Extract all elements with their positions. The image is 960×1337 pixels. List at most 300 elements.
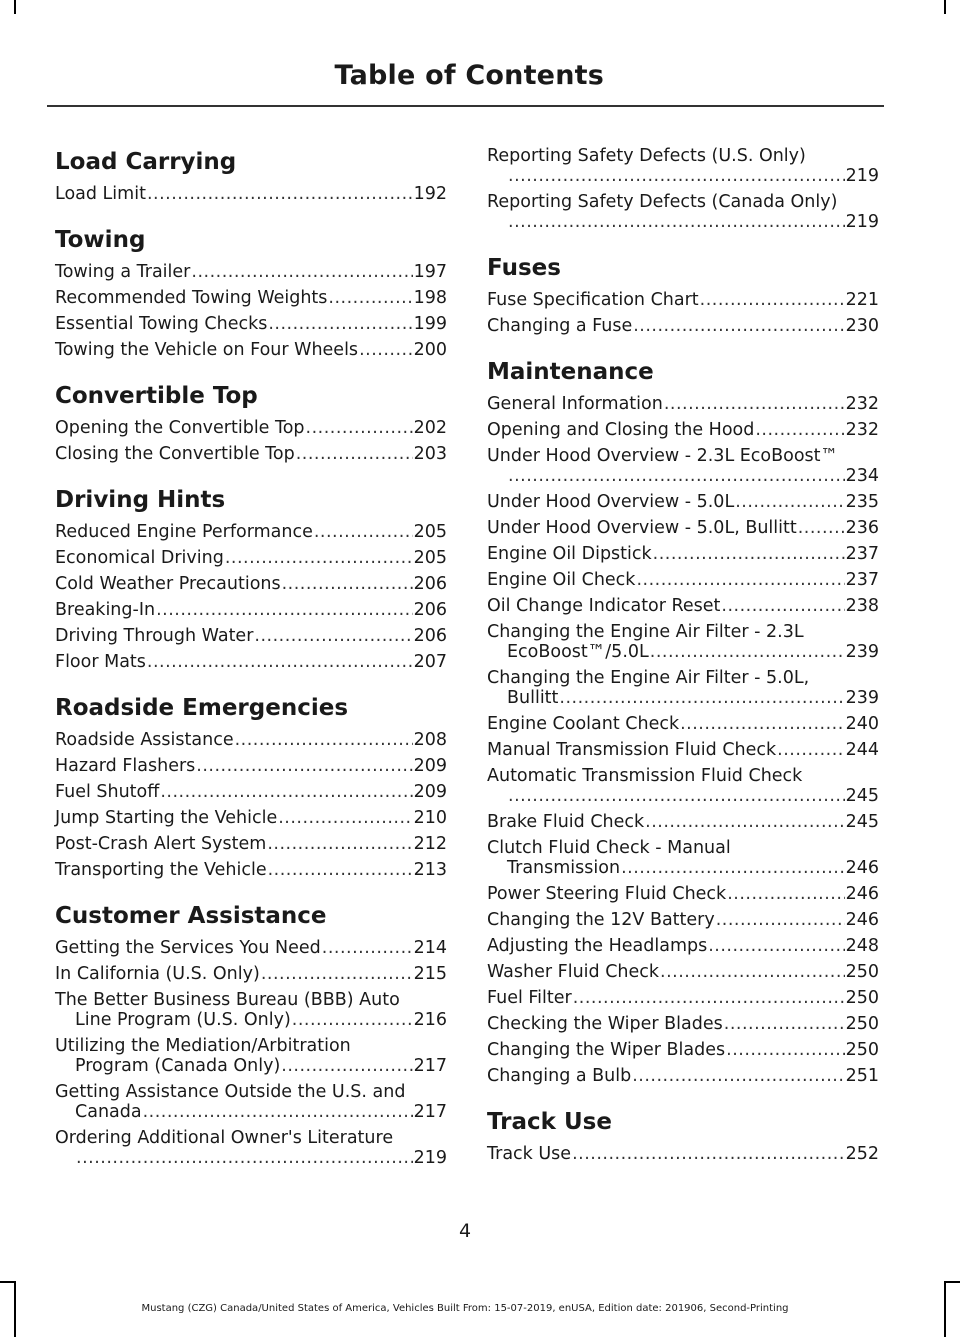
toc-entry[interactable] bbox=[487, 622, 879, 662]
toc-entry-row bbox=[55, 938, 447, 958]
toc-entry[interactable] bbox=[487, 884, 879, 904]
toc-entry-title: Transporting the Vehicle bbox=[55, 860, 267, 880]
toc-entry[interactable] bbox=[487, 570, 879, 590]
toc-page-number: 232 bbox=[845, 420, 879, 440]
toc-entry[interactable] bbox=[55, 288, 447, 308]
toc-entry-row bbox=[487, 812, 879, 832]
crop-mark-top-right bbox=[944, 0, 946, 14]
toc-entry-title: Changing the 12V Battery bbox=[487, 910, 715, 930]
toc-page-number: 205 bbox=[413, 548, 447, 568]
toc-entry[interactable] bbox=[487, 962, 879, 982]
toc-entry-row bbox=[55, 288, 447, 308]
toc-entry-title: Fuel Filter bbox=[487, 988, 572, 1008]
toc-entry-row bbox=[487, 858, 879, 878]
toc-entry-title: Roadside Assistance bbox=[55, 730, 234, 750]
toc-page-number: 250 bbox=[845, 988, 879, 1008]
toc-entry[interactable] bbox=[55, 756, 447, 776]
crop-mark-bottom-right bbox=[944, 1281, 946, 1337]
leader-dots bbox=[306, 418, 413, 438]
leader-dots bbox=[721, 596, 844, 616]
toc-entry-row bbox=[487, 962, 879, 982]
header-rule bbox=[47, 105, 884, 107]
toc-entry[interactable] bbox=[487, 988, 879, 1008]
leader-dots bbox=[632, 1066, 844, 1086]
toc-entry[interactable] bbox=[55, 1082, 447, 1122]
toc-entry-row bbox=[487, 936, 879, 956]
leader-dots bbox=[735, 492, 844, 512]
toc-entry[interactable] bbox=[55, 1036, 447, 1076]
toc-entry-row bbox=[55, 964, 447, 984]
section-title: Fuses bbox=[487, 255, 561, 281]
toc-entry-row bbox=[487, 420, 879, 440]
toc-page-number: 244 bbox=[845, 740, 879, 760]
leader-dots bbox=[508, 166, 845, 186]
toc-section bbox=[55, 380, 447, 464]
toc-entry-title: Engine Oil Check bbox=[487, 570, 636, 590]
toc-entry-title: Breaking-In bbox=[55, 600, 156, 620]
leader-dots bbox=[573, 988, 845, 1008]
toc-entry[interactable] bbox=[55, 314, 447, 334]
toc-entry-title: Changing the Engine Air Filter - 2.3L bbox=[487, 622, 804, 642]
leader-dots bbox=[508, 786, 845, 806]
toc-entry-row bbox=[55, 340, 447, 360]
leader-dots bbox=[76, 1148, 413, 1168]
toc-entry-title: Floor Mats bbox=[55, 652, 146, 672]
toc-section bbox=[55, 900, 447, 1168]
toc-entry-row bbox=[55, 262, 447, 282]
toc-entry[interactable] bbox=[55, 262, 447, 282]
toc-page-number: 237 bbox=[845, 544, 879, 564]
toc-entry-title: Fuse Specification Chart bbox=[487, 290, 699, 310]
toc-entry-continuation: Transmission bbox=[507, 858, 621, 878]
toc-entry-row bbox=[487, 544, 879, 564]
leader-dots bbox=[716, 910, 845, 930]
leader-dots bbox=[191, 262, 412, 282]
leader-dots bbox=[147, 184, 413, 204]
toc-page-number: 219 bbox=[845, 166, 879, 186]
toc-page-number: 245 bbox=[845, 812, 879, 832]
toc-entry-title: Engine Coolant Check bbox=[487, 714, 680, 734]
toc-entry[interactable] bbox=[487, 492, 879, 512]
toc-entry[interactable] bbox=[487, 936, 879, 956]
crop-mark-bottom-right-h bbox=[944, 1281, 960, 1283]
toc-page-number: 192 bbox=[413, 184, 447, 204]
leader-dots bbox=[156, 600, 413, 620]
leader-dots bbox=[261, 964, 413, 984]
toc-column-right bbox=[487, 146, 879, 1184]
toc-entry-title: In California (U.S. Only) bbox=[55, 964, 260, 984]
toc-entry-title: Changing the Wiper Blades bbox=[487, 1040, 726, 1060]
toc-section bbox=[55, 692, 447, 880]
leader-dots bbox=[559, 688, 844, 708]
toc-entry-row bbox=[55, 600, 447, 620]
toc-entry[interactable] bbox=[55, 522, 447, 542]
crop-mark-top-left bbox=[14, 0, 16, 14]
toc-entry-title: Brake Fluid Check bbox=[487, 812, 645, 832]
leader-dots bbox=[645, 812, 844, 832]
toc-entry-title: Ordering Additional Owner's Literature bbox=[55, 1128, 394, 1148]
toc-entry-title: Towing a Trailer bbox=[55, 262, 191, 282]
leader-dots bbox=[196, 756, 412, 776]
leader-dots bbox=[798, 518, 845, 538]
section-title: Track Use bbox=[487, 1109, 612, 1135]
toc-entry-title: Clutch Fluid Check - Manual bbox=[487, 838, 731, 858]
leader-dots bbox=[777, 740, 844, 760]
toc-page-number: 210 bbox=[413, 808, 447, 828]
toc-page-number: 209 bbox=[413, 782, 447, 802]
toc-entry-title: Adjusting the Headlamps bbox=[487, 936, 708, 956]
toc-entry-row bbox=[487, 740, 879, 760]
toc-page-number: 215 bbox=[413, 964, 447, 984]
toc-entry[interactable] bbox=[487, 812, 879, 832]
toc-entry-row bbox=[55, 522, 447, 542]
toc-page-number: 246 bbox=[845, 910, 879, 930]
section-title: Towing bbox=[55, 227, 146, 253]
toc-page-number: 250 bbox=[845, 1014, 879, 1034]
toc-entry-row bbox=[55, 860, 447, 880]
toc-entry[interactable] bbox=[55, 808, 447, 828]
toc-page-number: 206 bbox=[413, 626, 447, 646]
toc-entry-title: The Better Business Bureau (BBB) Auto bbox=[55, 990, 400, 1010]
toc-entry-title: Reporting Safety Defects (U.S. Only) bbox=[487, 146, 806, 166]
toc-entry-row bbox=[487, 570, 879, 590]
toc-section bbox=[55, 146, 447, 204]
section-title: Roadside Emergencies bbox=[55, 695, 349, 721]
toc-entry-title: Under Hood Overview - 2.3L EcoBoost™ bbox=[487, 446, 839, 466]
toc-entry-row bbox=[55, 184, 447, 204]
toc-entry[interactable] bbox=[55, 548, 447, 568]
leader-dots bbox=[508, 466, 845, 486]
toc-entry[interactable] bbox=[55, 964, 447, 984]
toc-entry-title: Under Hood Overview - 5.0L, Bullitt bbox=[487, 518, 797, 538]
leader-dots bbox=[660, 962, 845, 982]
toc-entry-title: Hazard Flashers bbox=[55, 756, 196, 776]
toc-entry-title: Closing the Convertible Top bbox=[55, 444, 295, 464]
toc-page-number: 240 bbox=[845, 714, 879, 734]
toc-entry-title: Post-Crash Alert System bbox=[55, 834, 267, 854]
toc-entry-row bbox=[55, 314, 447, 334]
toc-entry-title: Jump Starting the Vehicle bbox=[55, 808, 278, 828]
page-title: Table of Contents bbox=[334, 60, 604, 91]
toc-page-number: 246 bbox=[845, 858, 879, 878]
toc-page-number: 198 bbox=[413, 288, 447, 308]
leader-dots bbox=[636, 570, 844, 590]
toc-entry-row bbox=[55, 1102, 447, 1122]
toc-entry[interactable] bbox=[55, 1128, 447, 1168]
toc-section bbox=[487, 146, 879, 232]
toc-entry-row bbox=[55, 756, 447, 776]
toc-entry[interactable] bbox=[487, 1040, 879, 1060]
leader-dots bbox=[322, 938, 413, 958]
toc-entry[interactable] bbox=[487, 192, 879, 232]
toc-page-number: 252 bbox=[845, 1144, 879, 1164]
toc-entry-row bbox=[487, 1040, 879, 1060]
toc-entry-row bbox=[487, 1066, 879, 1086]
toc-entry[interactable] bbox=[55, 574, 447, 594]
toc-page-number: 239 bbox=[845, 642, 879, 662]
footer-text: Mustang (CZG) Canada/United States of America, Vehicles Built From: 15-07-2019, enUSA, Edition date: 201906, Second-Printing bbox=[141, 1303, 789, 1314]
toc-entry[interactable] bbox=[55, 990, 447, 1030]
toc-entry-row bbox=[487, 884, 879, 904]
toc-entry[interactable] bbox=[487, 838, 879, 878]
toc-entry-row bbox=[55, 548, 447, 568]
leader-dots bbox=[726, 1040, 844, 1060]
leader-dots bbox=[650, 642, 845, 662]
leader-dots bbox=[268, 860, 413, 880]
toc-entry-row bbox=[487, 166, 879, 186]
leader-dots bbox=[267, 834, 412, 854]
toc-entry-title: Reduced Engine Performance bbox=[55, 522, 313, 542]
page-number: 4 bbox=[458, 1220, 472, 1242]
toc-entry-row bbox=[55, 1056, 447, 1076]
toc-entry[interactable] bbox=[487, 544, 879, 564]
toc-entry-title: Essential Towing Checks bbox=[55, 314, 268, 334]
toc-entry-row bbox=[487, 642, 879, 662]
toc-entry[interactable] bbox=[487, 518, 879, 538]
section-title: Maintenance bbox=[487, 359, 654, 385]
toc-entry-continuation: Program (Canada Only) bbox=[75, 1056, 281, 1076]
toc-entry-continuation: Bullitt bbox=[507, 688, 559, 708]
toc-entry-row bbox=[55, 444, 447, 464]
toc-entry-row bbox=[487, 316, 879, 336]
toc-page-number: 219 bbox=[413, 1148, 447, 1168]
toc-entry-title: Getting Assistance Outside the U.S. and bbox=[55, 1082, 406, 1102]
toc-entry-title: Automatic Transmission Fluid Check bbox=[487, 766, 803, 786]
toc-page-number: 221 bbox=[845, 290, 879, 310]
leader-dots bbox=[359, 340, 413, 360]
leader-dots bbox=[143, 1102, 413, 1122]
toc-page-number: 203 bbox=[413, 444, 447, 464]
toc-column-left bbox=[55, 146, 447, 1188]
toc-entry[interactable] bbox=[487, 394, 879, 414]
leader-dots bbox=[621, 858, 845, 878]
leader-dots bbox=[572, 1144, 845, 1164]
leader-dots bbox=[282, 574, 413, 594]
leader-dots bbox=[633, 316, 844, 336]
leader-dots bbox=[160, 782, 412, 802]
leader-dots bbox=[278, 808, 412, 828]
toc-entry[interactable] bbox=[55, 600, 447, 620]
toc-entry-row bbox=[487, 714, 879, 734]
toc-entry-title: Opening and Closing the Hood bbox=[487, 420, 755, 440]
toc-entry-continuation: Line Program (U.S. Only) bbox=[75, 1010, 291, 1030]
toc-entry-continuation: EcoBoost™/5.0L bbox=[507, 642, 649, 662]
toc-page-number: 237 bbox=[845, 570, 879, 590]
toc-entry-row bbox=[487, 394, 879, 414]
leader-dots bbox=[708, 936, 844, 956]
leader-dots bbox=[235, 730, 413, 750]
toc-entry[interactable] bbox=[55, 184, 447, 204]
toc-entry[interactable] bbox=[487, 1014, 879, 1034]
toc-entry-title: Changing a Bulb bbox=[487, 1066, 632, 1086]
toc-entry-row bbox=[55, 808, 447, 828]
leader-dots bbox=[653, 544, 845, 564]
toc-section bbox=[55, 224, 447, 360]
section-title: Driving Hints bbox=[55, 487, 226, 513]
leader-dots bbox=[328, 288, 412, 308]
toc-page-number: 245 bbox=[845, 786, 879, 806]
toc-entry-title: Reporting Safety Defects (Canada Only) bbox=[487, 192, 838, 212]
toc-entry-row bbox=[55, 652, 447, 672]
leader-dots bbox=[755, 420, 844, 440]
toc-entry[interactable] bbox=[487, 446, 879, 486]
toc-entry[interactable] bbox=[55, 782, 447, 802]
section-title: Load Carrying bbox=[55, 149, 237, 175]
toc-entry-row bbox=[487, 1014, 879, 1034]
toc-entry-title: Changing the Engine Air Filter - 5.0L, bbox=[487, 668, 810, 688]
toc-page-number: 216 bbox=[413, 1010, 447, 1030]
toc-page-number: 246 bbox=[845, 884, 879, 904]
toc-entry-continuation: Canada bbox=[75, 1102, 142, 1122]
leader-dots bbox=[281, 1056, 412, 1076]
toc-entry-title: Towing the Vehicle on Four Wheels bbox=[55, 340, 359, 360]
toc-entry-row bbox=[55, 626, 447, 646]
crop-mark-bottom-left-h bbox=[0, 1281, 14, 1283]
toc-section bbox=[487, 252, 879, 336]
leader-dots bbox=[296, 444, 413, 464]
toc-entry-row bbox=[55, 730, 447, 750]
toc-entry-title: General Information bbox=[487, 394, 663, 414]
toc-entry[interactable] bbox=[55, 860, 447, 880]
section-title: Convertible Top bbox=[55, 383, 258, 409]
leader-dots bbox=[724, 1014, 845, 1034]
toc-entry-row bbox=[55, 574, 447, 594]
toc-page-number: 197 bbox=[413, 262, 447, 282]
section-title: Customer Assistance bbox=[55, 903, 327, 929]
toc-page-number: 209 bbox=[413, 756, 447, 776]
toc-section bbox=[487, 1106, 879, 1164]
toc-entry[interactable] bbox=[487, 1066, 879, 1086]
toc-entry[interactable] bbox=[55, 340, 447, 360]
toc-page-number: 208 bbox=[413, 730, 447, 750]
toc-entry-row bbox=[55, 1010, 447, 1030]
toc-entry-row bbox=[487, 518, 879, 538]
toc-page-number: 230 bbox=[845, 316, 879, 336]
toc-entry[interactable] bbox=[55, 652, 447, 672]
toc-page-number: 235 bbox=[845, 492, 879, 512]
leader-dots bbox=[147, 652, 413, 672]
toc-entry[interactable] bbox=[55, 938, 447, 958]
leader-dots bbox=[700, 290, 845, 310]
toc-page-number: 213 bbox=[413, 860, 447, 880]
toc-entry-row bbox=[487, 290, 879, 310]
toc-entry-row bbox=[487, 466, 879, 486]
toc-entry-row bbox=[487, 988, 879, 1008]
toc-entry-row bbox=[487, 1144, 879, 1164]
toc-entry[interactable] bbox=[487, 1144, 879, 1164]
leader-dots bbox=[225, 548, 413, 568]
toc-entry-title: Changing a Fuse bbox=[487, 316, 633, 336]
toc-page-number: 207 bbox=[413, 652, 447, 672]
toc-entry-title: Load Limit bbox=[55, 184, 146, 204]
toc-page-number: 251 bbox=[845, 1066, 879, 1086]
toc-entry-title: Driving Through Water bbox=[55, 626, 254, 646]
toc-entry-row bbox=[55, 834, 447, 854]
toc-page-number: 234 bbox=[845, 466, 879, 486]
toc-entry[interactable] bbox=[487, 420, 879, 440]
toc-entry[interactable] bbox=[487, 596, 879, 616]
toc-entry-title: Getting the Services You Need bbox=[55, 938, 321, 958]
toc-entry[interactable] bbox=[487, 766, 879, 806]
toc-page-number: 217 bbox=[413, 1056, 447, 1076]
toc-entry-title: Power Steering Fluid Check bbox=[487, 884, 727, 904]
toc-page-number: 200 bbox=[413, 340, 447, 360]
toc-page-number: 250 bbox=[845, 1040, 879, 1060]
toc-entry-title: Cold Weather Precautions bbox=[55, 574, 281, 594]
toc-page-number: 206 bbox=[413, 574, 447, 594]
toc-entry-title: Opening the Convertible Top bbox=[55, 418, 305, 438]
toc-page-number: 214 bbox=[413, 938, 447, 958]
toc-entry[interactable] bbox=[487, 668, 879, 708]
toc-page-number: 250 bbox=[845, 962, 879, 982]
toc-entry-row bbox=[487, 786, 879, 806]
toc-entry-row bbox=[487, 596, 879, 616]
toc-entry-title: Economical Driving bbox=[55, 548, 224, 568]
leader-dots bbox=[268, 314, 412, 334]
toc-entry-title: Track Use bbox=[487, 1144, 572, 1164]
toc-page-number: 205 bbox=[413, 522, 447, 542]
toc-entry[interactable] bbox=[55, 834, 447, 854]
toc-page-number: 232 bbox=[845, 394, 879, 414]
toc-entry[interactable] bbox=[487, 290, 879, 310]
toc-entry-row bbox=[487, 688, 879, 708]
toc-entry[interactable] bbox=[487, 316, 879, 336]
toc-entry-title: Engine Oil Dipstick bbox=[487, 544, 652, 564]
toc-page-number: 217 bbox=[413, 1102, 447, 1122]
toc-entry-title: Fuel Shutoff bbox=[55, 782, 160, 802]
toc-entry-title: Under Hood Overview - 5.0L bbox=[487, 492, 735, 512]
leader-dots bbox=[292, 1010, 413, 1030]
toc-entry[interactable] bbox=[55, 444, 447, 464]
toc-page-number: 206 bbox=[413, 600, 447, 620]
toc-entry-row bbox=[487, 212, 879, 232]
toc-entry-row bbox=[55, 782, 447, 802]
toc-page-number: 236 bbox=[845, 518, 879, 538]
toc-entry-row bbox=[55, 418, 447, 438]
toc-entry-row bbox=[55, 1148, 447, 1168]
toc-entry[interactable] bbox=[55, 730, 447, 750]
toc-entry-title: Utilizing the Mediation/Arbitration bbox=[55, 1036, 351, 1056]
toc-page-number: 202 bbox=[413, 418, 447, 438]
toc-page-number: 248 bbox=[845, 936, 879, 956]
toc-page-number: 212 bbox=[413, 834, 447, 854]
toc-entry[interactable] bbox=[55, 418, 447, 438]
leader-dots bbox=[727, 884, 844, 904]
toc-section bbox=[55, 484, 447, 672]
toc-page-number: 219 bbox=[845, 212, 879, 232]
toc-entry-title: Manual Transmission Fluid Check bbox=[487, 740, 777, 760]
toc-entry[interactable] bbox=[487, 714, 879, 734]
toc-page-number: 239 bbox=[845, 688, 879, 708]
leader-dots bbox=[508, 212, 845, 232]
toc-entry-row bbox=[487, 492, 879, 512]
leader-dots bbox=[314, 522, 413, 542]
toc-entry[interactable] bbox=[55, 626, 447, 646]
leader-dots bbox=[664, 394, 845, 414]
toc-entry[interactable] bbox=[487, 146, 879, 186]
toc-entry-row bbox=[487, 910, 879, 930]
toc-entry[interactable] bbox=[487, 910, 879, 930]
toc-page-number: 199 bbox=[413, 314, 447, 334]
toc-entry-title: Checking the Wiper Blades bbox=[487, 1014, 723, 1034]
toc-entry-title: Oil Change Indicator Reset bbox=[487, 596, 721, 616]
toc-entry-title: Recommended Towing Weights bbox=[55, 288, 328, 308]
toc-page-number: 238 bbox=[845, 596, 879, 616]
leader-dots bbox=[254, 626, 412, 646]
toc-entry[interactable] bbox=[487, 740, 879, 760]
toc-section bbox=[487, 356, 879, 1086]
toc-entry-title: Washer Fluid Check bbox=[487, 962, 660, 982]
